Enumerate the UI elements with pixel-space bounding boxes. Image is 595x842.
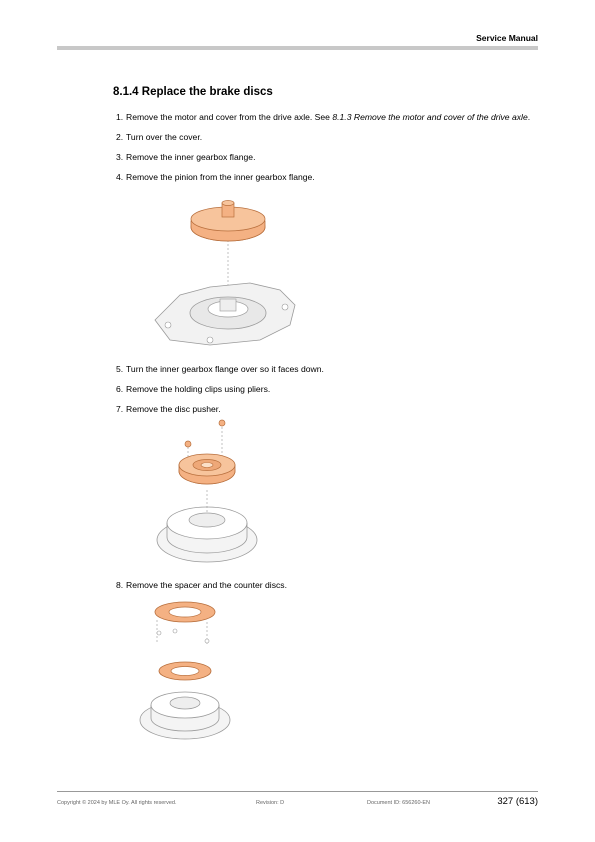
step-text: Remove the pinion from the inner gearbox flange. (126, 172, 315, 182)
step-text: Remove the motor and cover from the drive axle. See (126, 112, 333, 122)
step-text: Remove the spacer and the counter discs. (126, 580, 287, 590)
step-text: Remove the disc pusher. (126, 404, 221, 414)
section-title: 8.1.4 Replace the brake discs (113, 86, 273, 98)
header-title: Service Manual (476, 33, 538, 43)
step-text: Remove the holding clips using pliers. (126, 384, 271, 394)
figure-gearbox-flange (140, 195, 310, 355)
footer-document-id: Document ID: 656260-EN (367, 800, 430, 806)
steps-list-c (116, 579, 546, 599)
step-4 (116, 171, 546, 184)
figure-counter-discs (135, 598, 240, 743)
step-8 (116, 579, 546, 592)
step-text: Remove the inner gearbox flange. (126, 152, 256, 162)
step-number: 7. (116, 404, 124, 414)
step-text: Turn the inner gearbox flange over so it faces down. (126, 364, 324, 374)
step-number: 6. (116, 384, 124, 394)
footer-revision: Revision: D (256, 800, 285, 806)
step-1 (116, 111, 546, 124)
footer-copyright: Copyright © 2024 by MLE Oy. All rights reserved. (57, 800, 177, 806)
footer-rule (57, 791, 538, 792)
step-number: 3. (116, 152, 124, 162)
step-reference-link[interactable]: 8.1.3 Remove the motor and cover of the drive axle (332, 112, 528, 122)
step-text: Turn over the cover. (126, 132, 203, 142)
steps-list-a (116, 111, 546, 191)
header-rule (57, 46, 538, 50)
step-text-tail: . (527, 112, 531, 122)
figure-disc-pusher (150, 415, 265, 570)
step-number: 2. (116, 132, 124, 142)
page-number: 327 (613) (497, 796, 538, 807)
step-number: 8. (116, 580, 124, 590)
step-number: 1. (116, 112, 124, 122)
step-3 (116, 151, 546, 164)
steps-list-b (116, 363, 546, 423)
step-7 (116, 403, 546, 416)
step-5 (116, 363, 546, 376)
step-number: 5. (116, 364, 124, 374)
step-6 (116, 383, 546, 396)
step-2 (116, 131, 546, 144)
step-number: 4. (116, 172, 124, 182)
